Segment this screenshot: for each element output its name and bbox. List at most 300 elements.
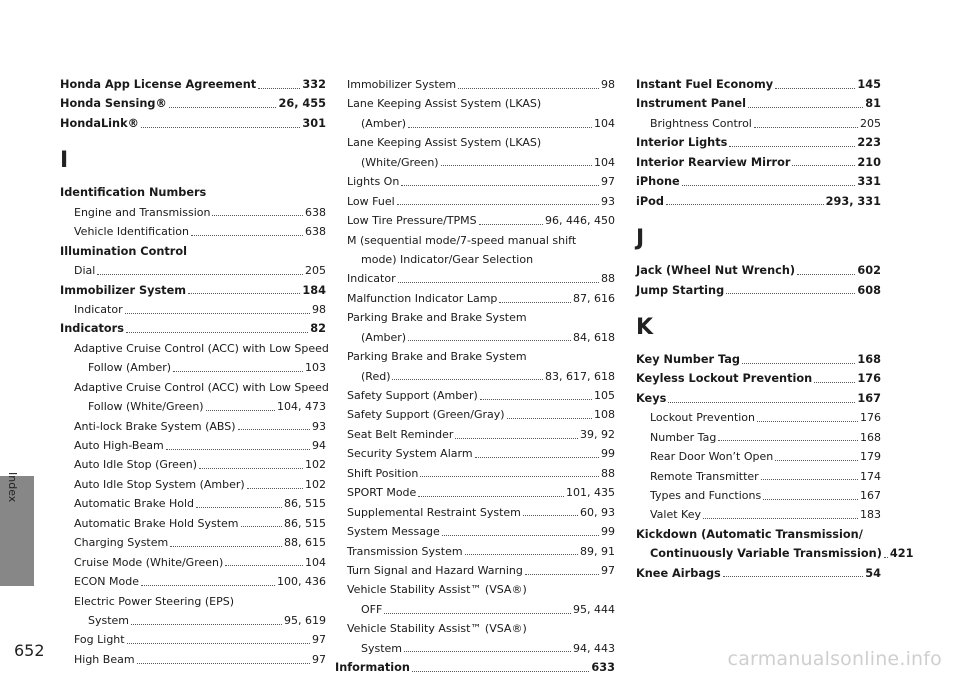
section-letter: K [636,314,654,340]
index-entry-term: Number Tag [650,430,717,444]
index-entry-term: Indicators [60,322,124,336]
index-entry[interactable] [60,242,326,261]
index-entry[interactable] [60,630,326,649]
index-entry-term: Vehicle Identification [74,225,189,239]
index-entry[interactable] [636,564,881,583]
index-entry-term: Lockout Prevention [650,411,756,425]
index-entry-term: Low Fuel [347,194,395,208]
index-entry[interactable] [636,281,881,300]
index-entry[interactable] [60,300,326,319]
index-entry[interactable] [60,183,326,202]
index-entry[interactable] [347,464,615,483]
index-entry-pages[interactable]: 174 [860,469,881,483]
index-entry[interactable] [347,367,615,386]
index-entry[interactable] [347,639,615,658]
index-entry-term: Parking Brake and Brake System [347,350,527,364]
dot-leader [241,526,282,527]
index-entry[interactable] [636,114,881,133]
index-entry-pages[interactable]: 88, 615 [284,536,326,550]
index-entry[interactable] [60,75,326,94]
index-entry-pages[interactable]: 104, 473 [277,400,326,414]
index-entry-term: System [361,641,403,655]
dot-leader [499,302,571,303]
dot-leader [131,624,282,625]
dot-leader [404,651,571,652]
index-entry[interactable] [60,592,326,611]
dot-leader [797,274,855,275]
index-entry-term: Auto Idle Stop System (Amber) [74,477,245,491]
index-entry-term: Interior Rearview Mirror [636,155,791,169]
index-entry-pages[interactable]: 54 [865,566,881,580]
index-entry[interactable] [636,369,881,388]
index-entry-term: Seat Belt Reminder [347,427,454,441]
index-entry-pages[interactable]: 179 [860,450,881,464]
dot-leader [763,499,858,500]
index-entry-term: Supplemental Restraint System [347,505,521,519]
dot-leader [723,576,864,577]
index-entry-pages[interactable]: 83, 617, 618 [545,369,615,383]
dot-leader [465,554,578,555]
index-entry-term: HondaLink® [60,116,139,130]
index-entry[interactable] [347,561,615,580]
index-entry[interactable] [636,486,881,505]
dot-leader [384,613,571,614]
page-number: 652 [14,641,45,660]
index-entry-term: Identification Numbers [60,186,207,200]
index-entry-term: Auto High-Beam [74,439,164,452]
index-entry[interactable] [347,192,615,211]
index-entry[interactable] [636,505,881,524]
index-entry-term: Auto Idle Stop (Green) [74,458,197,472]
index-entry-pages[interactable]: 105 [594,389,615,402]
index-entry[interactable] [60,650,326,669]
index-entry-term: Information [335,661,410,675]
index-entry-pages[interactable]: 60, 93 [580,505,615,519]
index-entry-term: Instant Fuel Economy [636,78,774,91]
dot-leader [170,546,282,547]
index-entry-term: (Amber) [361,116,407,130]
index-entry-term: Interior Lights [636,136,728,150]
dot-leader [729,146,855,147]
index-entry-term: Electric Power Steering (EPS) [74,594,235,608]
index-entry-pages[interactable]: 86, 515 [284,516,326,530]
index-entry-term: Jump Starting [636,283,725,297]
index-entry-term: Shift Position [347,466,419,480]
dot-leader [814,382,855,383]
index-entry[interactable] [60,436,326,455]
index-entry-term: Malfunction Indicator Lamp [347,291,498,305]
index-entry-term: iPod [636,194,664,208]
dot-leader [668,402,855,403]
index-entry-pages[interactable]: 145 [857,78,881,91]
index-entry-term: Keyless Lockout Prevention [636,372,813,386]
index-entry-pages[interactable]: 210 [857,155,881,169]
index-entry-pages[interactable]: 205 [305,264,326,278]
index-entry-pages[interactable]: 88 [601,466,615,480]
dot-leader [718,440,858,441]
index-entry-term: Security System Alarm [347,447,473,461]
index-entry-pages[interactable]: 97 [312,633,326,647]
index-entry[interactable] [347,211,615,230]
index-entry[interactable] [636,428,881,447]
index-entry-term: Continuously Variable Transmission) [650,547,882,561]
section-letter: I [60,148,69,174]
index-entry-pages[interactable]: 101, 435 [566,486,615,500]
dot-leader [166,449,310,450]
dot-leader [525,574,599,575]
index-entry-pages[interactable]: 95, 619 [284,613,326,627]
index-entry-term: iPhone [636,175,680,189]
index-entry[interactable] [636,544,914,563]
index-entry-pages[interactable]: 102 [305,477,326,491]
index-entry-pages[interactable]: 94 [312,439,326,452]
dot-leader [703,518,858,519]
index-entry[interactable] [347,114,615,133]
index-entry-term: M (sequential mode/7-speed manual shift [347,233,577,247]
index-entry-term: Immobilizer System [347,78,457,91]
index-entry-pages[interactable]: 104 [305,555,326,569]
index-entry-pages[interactable]: 108 [594,408,615,422]
dot-leader [792,165,855,166]
index-entry[interactable] [60,417,326,436]
index-entry-term: Automatic Brake Hold System [74,516,239,530]
index-entry[interactable] [60,455,326,474]
index-entry[interactable] [60,222,326,241]
index-entry[interactable] [60,494,326,513]
index-entry-pages[interactable]: 332 [302,78,326,91]
index-entry-pages[interactable]: 82 [310,322,326,336]
index-entry-term: Lights On [347,175,400,189]
dot-leader [442,535,599,536]
index-entry-pages[interactable]: 81 [865,97,881,111]
index-entry-term: Engine and Transmission [74,205,211,219]
dot-leader [441,165,592,166]
index-entry[interactable] [347,503,615,522]
index-entry-term: ECON Mode [74,575,139,589]
index-entry[interactable] [60,397,326,416]
index-entry[interactable] [636,261,881,280]
dot-leader [169,107,277,108]
index-entry-term: Automatic Brake Hold [74,497,195,511]
index-entry-pages[interactable]: 87, 616 [573,291,615,305]
index-entry-pages[interactable]: 95, 444 [573,602,615,616]
dot-leader [748,107,863,108]
index-entry-term: Vehicle Stability Assist™ (VSA®) [347,622,527,636]
index-entry-term: Indicator [74,302,123,316]
index-entry-pages[interactable]: 93 [601,194,615,208]
index-entry-pages[interactable]: 102 [305,458,326,472]
index-entry-pages[interactable]: 167 [857,391,881,405]
index-entry-term: Kickdown (Automatic Transmission/ [636,527,863,541]
index-entry[interactable] [636,350,881,369]
index-entry[interactable] [347,308,615,327]
index-entry-term: System Message [347,525,440,539]
index-entry-pages[interactable]: 103 [305,361,326,375]
index-entry[interactable] [335,658,615,677]
index-entry-term: Fog Light [74,633,125,647]
index-entry[interactable] [60,572,326,591]
index-entry-term: Adaptive Cruise Control (ACC) with Low Speed [74,341,329,355]
index-entry-term: Immobilizer System [60,283,187,297]
dot-leader [726,293,855,294]
index-entry-term: Types and Functions [650,489,762,502]
index-entry-term: System [88,613,130,627]
index-entry[interactable] [347,347,615,366]
index-entry-pages[interactable]: 89, 91 [580,544,615,558]
index-entry-pages[interactable]: 99 [601,447,615,461]
index-entry-pages[interactable]: 94, 443 [573,641,615,655]
index-entry[interactable] [60,611,326,630]
index-entry-term: mode) Indicator/Gear Selection [361,252,534,266]
index-entry-pages[interactable]: 184 [302,283,326,297]
dot-leader [212,215,303,216]
dot-leader [408,340,571,341]
index-entry-term: SPORT Mode [347,486,417,500]
index-entry-pages[interactable]: 26, 455 [278,97,326,111]
index-entry-term: Transmission System [347,544,463,558]
index-entry[interactable] [60,114,326,133]
index-entry-term: Low Tire Pressure/TPMS [347,214,477,228]
dot-leader [392,379,543,380]
index-entry[interactable] [347,269,615,288]
index-entry-pages[interactable]: 96, 446, 450 [545,214,615,228]
index-entry-pages[interactable]: 167 [860,489,881,502]
index-entry[interactable] [636,447,881,466]
dot-leader [757,421,858,422]
index-entry-term: Anti-lock Brake System (ABS) [74,419,236,433]
index-entry-term: (Amber) [361,330,407,344]
index-entry[interactable] [636,389,881,408]
dot-leader [884,557,888,558]
dot-leader [458,88,599,89]
dot-leader [97,274,303,275]
index-entry-pages[interactable]: 633 [591,661,615,675]
index-entry-pages[interactable]: 88 [601,272,615,286]
index-entry[interactable] [60,339,329,358]
index-entry[interactable] [60,94,326,113]
index-entry[interactable] [60,358,326,377]
sidebar [0,0,45,678]
dot-leader [523,515,578,516]
index-entry-pages[interactable]: 97 [601,563,615,577]
index-entry[interactable] [347,328,615,347]
index-entry-term: Valet Key [650,508,701,522]
dot-leader [420,476,599,477]
index-entry[interactable] [60,378,329,397]
dot-leader [455,438,578,439]
index-entry-term: Lane Keeping Assist System (LKAS) [347,136,542,150]
index-entry-pages[interactable]: 421 [889,547,914,561]
index-entry-pages[interactable]: 98 [601,78,615,91]
index-entry-pages[interactable]: 86, 515 [284,497,326,511]
dot-leader [397,204,599,205]
index-entry[interactable] [347,522,615,541]
index-entry[interactable] [347,600,615,619]
dot-leader [398,282,599,283]
index-entry-term: Follow (Amber) [88,361,172,375]
index-entry-term: Jack (Wheel Nut Wrench) [636,264,796,278]
index-entry[interactable] [347,580,615,599]
index-entry-term: Cruise Mode (White/Green) [74,555,224,569]
section-letter: J [636,226,645,252]
index-entry[interactable] [347,231,615,250]
index-entry-pages[interactable]: 39, 92 [580,427,615,441]
index-entry-pages[interactable]: 602 [857,264,881,278]
index-entry[interactable] [636,75,881,94]
dot-leader [761,479,858,480]
index-entry[interactable] [347,425,615,444]
dot-leader [418,496,564,497]
index-entry[interactable] [60,475,326,494]
index-entry-pages[interactable]: 98 [312,302,326,316]
index-entry-pages[interactable]: 293, 331 [825,194,881,208]
index-entry-pages[interactable]: 97 [312,652,326,666]
index-entry[interactable] [347,172,615,191]
dot-leader [125,313,310,314]
index-entry[interactable] [347,386,615,405]
index-entry-term: Lane Keeping Assist System (LKAS) [347,97,542,111]
index-entry[interactable] [347,133,615,152]
index-entry-pages[interactable]: 168 [860,430,881,444]
index-entry-pages[interactable]: 638 [305,205,326,219]
index-entry-term: Remote Transmitter [650,469,759,483]
index-entry[interactable] [347,75,615,94]
dot-leader [754,127,858,128]
index-entry[interactable] [60,514,326,533]
index-entry-term: Vehicle Stability Assist™ (VSA®) [347,583,527,597]
index-column-2 [335,75,615,678]
index-entry-pages[interactable]: 176 [860,411,881,425]
dot-leader [206,410,275,411]
index-entry-pages[interactable]: 205 [860,116,881,130]
dot-leader [173,371,303,372]
index-entry[interactable] [347,483,615,502]
index-entry-pages[interactable]: 100, 436 [277,575,326,589]
index-entry[interactable] [636,94,881,113]
index-entry[interactable] [60,261,326,280]
dot-leader [401,185,599,186]
dot-leader [412,671,589,672]
index-entry-pages[interactable]: 331 [857,175,881,189]
index-entry-term: (Red) [361,369,391,383]
index-entry-pages[interactable]: 301 [302,116,326,130]
dot-leader [775,88,855,89]
index-entry-term: Knee Airbags [636,566,721,580]
index-entry[interactable] [636,525,881,544]
dot-leader [141,585,275,586]
dot-leader [225,565,303,566]
index-entry-term: Indicator [347,272,396,286]
index-entry[interactable] [60,533,326,552]
index-entry[interactable] [347,250,615,269]
dot-leader [682,185,856,186]
index-entry-term: Rear Door Won’t Open [650,450,774,464]
index-column-1 [60,75,329,669]
index-entry-pages[interactable]: 104 [594,155,615,169]
index-entry-term: Illumination Control [60,244,188,258]
index-entry-term: Key Number Tag [636,352,740,366]
dot-leader [188,293,300,294]
dot-leader [196,507,282,508]
index-entry[interactable] [347,405,615,424]
index-entry-term: Turn Signal and Hazard Warning [347,563,523,577]
index-entry-term: Charging System [74,536,169,550]
index-entry-pages[interactable]: 176 [857,372,881,386]
index-entry[interactable] [60,281,326,300]
index-entry[interactable] [636,172,881,191]
dot-leader [479,224,543,225]
dot-leader [199,468,303,469]
dot-leader [480,399,592,400]
index-entry-term: Follow (White/Green) [88,400,204,414]
index-entry-pages[interactable]: 183 [860,508,881,522]
index-entry[interactable] [347,153,615,172]
dot-leader [258,88,300,89]
index-entry[interactable] [60,319,326,338]
dot-leader [408,127,592,128]
index-entry-term: Safety Support (Green/Gray) [347,408,505,422]
index-entry-pages[interactable]: 223 [857,136,881,150]
dot-leader [141,127,301,128]
index-entry-term: Safety Support (Amber) [347,389,478,402]
index-entry-term: Honda App License Agreement [60,78,257,91]
index-entry-pages[interactable]: 104 [594,116,615,130]
index-entry[interactable] [347,542,615,561]
index-entry[interactable] [636,408,881,427]
index-entry-term: (White/Green) [361,155,439,169]
index-entry[interactable] [636,467,881,486]
index-entry[interactable] [347,94,615,113]
index-entry-term: Keys [636,391,667,405]
index-entry-pages[interactable]: 97 [601,175,615,189]
index-entry-term: High Beam [74,652,135,666]
index-entry[interactable] [636,153,881,172]
dot-leader [127,643,310,644]
dot-leader [137,663,310,664]
index-entry-pages[interactable]: 608 [857,283,881,297]
dot-leader [247,488,303,489]
index-entry[interactable] [347,444,615,463]
dot-leader [475,457,599,458]
index-entry[interactable] [60,203,326,222]
dot-leader [666,204,824,205]
index-entry-term: Honda Sensing® [60,97,167,111]
index-entry-pages[interactable]: 638 [305,225,326,239]
index-entry-pages[interactable]: 93 [312,419,326,433]
dot-leader [191,235,303,236]
dot-leader [775,460,858,461]
index-entry[interactable] [347,619,615,638]
index-entry[interactable] [636,133,881,152]
index-tab-label: Index [6,472,19,503]
index-entry-pages[interactable]: 168 [857,352,881,366]
index-column-3 [636,75,914,583]
index-entry-pages[interactable]: 99 [601,525,615,539]
index-entry-term: OFF [361,602,383,616]
watermark: carmanualsonline.info [727,648,942,670]
index-entry[interactable] [60,553,326,572]
index-entry-term: Adaptive Cruise Control (ACC) with Low Speed [74,380,329,394]
dot-leader [507,418,592,419]
index-entry[interactable] [347,289,615,308]
dot-leader [126,332,308,333]
index-entry[interactable] [636,192,881,211]
index-entry-term: Dial [74,264,96,278]
dot-leader [742,363,855,364]
index-entry-pages[interactable]: 84, 618 [573,330,615,344]
dot-leader [238,429,310,430]
index-entry-term: Instrument Panel [636,97,746,111]
